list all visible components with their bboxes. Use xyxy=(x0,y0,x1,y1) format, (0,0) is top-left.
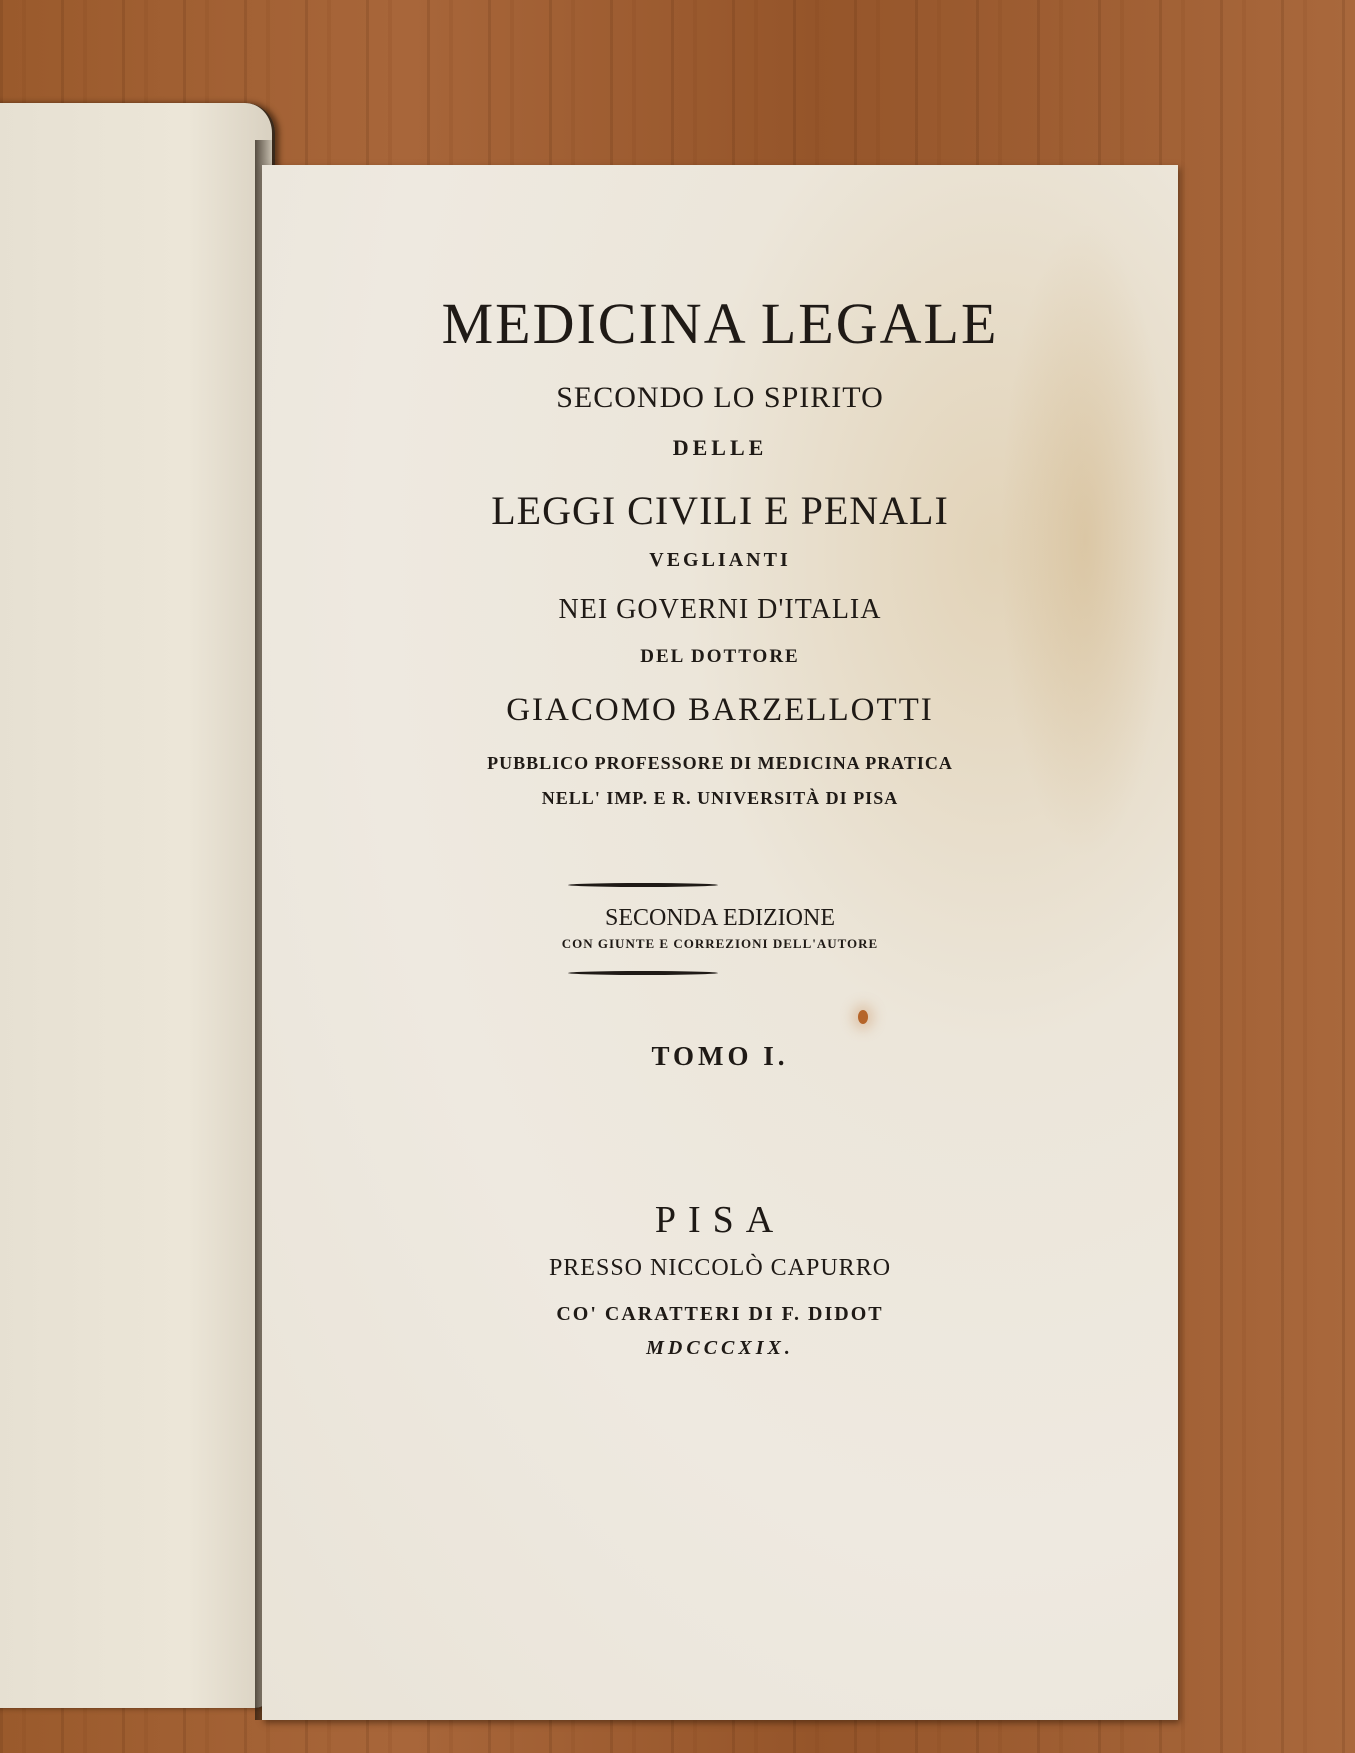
year: MDCCCXIX. xyxy=(646,1337,794,1359)
book-title: MEDICINA LEGALE xyxy=(441,291,999,356)
city: PISA xyxy=(654,1199,786,1241)
subtitle-line: VEGLIANTI xyxy=(649,549,791,571)
typeface-note: CO' CARATTERI DI F. DIDOT xyxy=(556,1303,884,1325)
volume: TOMO I. xyxy=(651,1041,789,1071)
subtitle-line: DEL DOTTORE xyxy=(640,646,800,667)
edition-note: CON GIUNTE E CORREZIONI DELL'AUTORE xyxy=(561,936,879,951)
subtitle-line: NEI GOVERNI D'ITALIA xyxy=(558,594,882,625)
decorative-rule xyxy=(568,971,718,975)
subtitle-line: DELLE xyxy=(672,435,768,460)
publisher: PRESSO NICCOLÒ CAPURRO xyxy=(548,1255,892,1281)
left-book-page xyxy=(0,103,275,1708)
decorative-rule xyxy=(568,883,718,887)
foxing-spot xyxy=(858,1010,868,1024)
author-title: PUBBLICO PROFESSORE DI MEDICINA PRATICA xyxy=(487,753,953,773)
author-title: NELL' IMP. E R. UNIVERSITÀ DI PISA xyxy=(541,788,899,808)
subtitle-line: LEGGI CIVILI E PENALI xyxy=(491,488,949,533)
subtitle-line: SECONDO LO SPIRITO xyxy=(556,381,884,414)
edition: SECONDA EDIZIONE xyxy=(605,905,835,931)
author-name: GIACOMO BARZELLOTTI xyxy=(506,692,934,728)
